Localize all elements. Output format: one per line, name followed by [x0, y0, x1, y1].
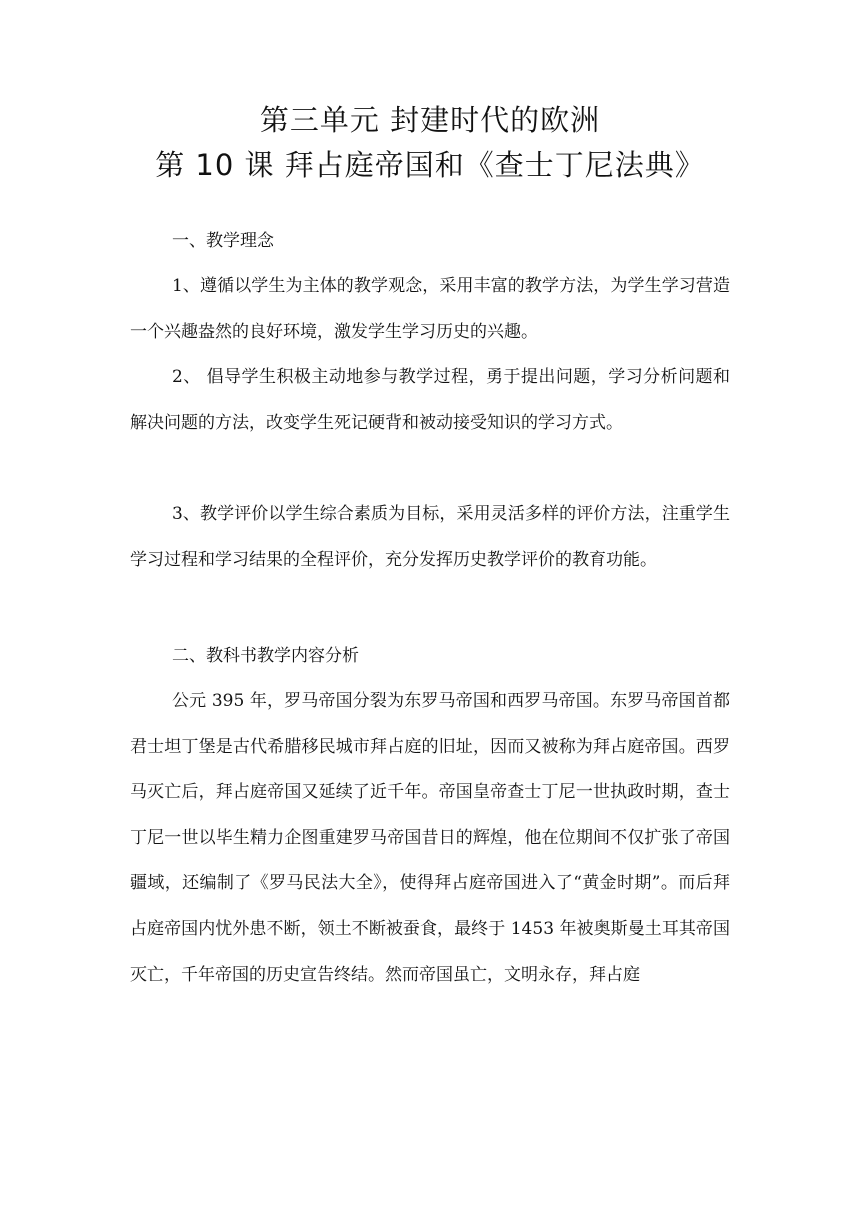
section-heading-teaching-philosophy: 一、教学理念	[172, 231, 274, 251]
lesson-title: 第 10 课 拜占庭帝国和《查士丁尼法典》	[155, 148, 705, 182]
unit-title: 第三单元 封建时代的欧洲	[259, 103, 601, 137]
paragraph-philosophy-1: 1、遵循以学生为主体的教学观念，采用丰富的教学方法，为学生学习营造一个兴趣盎然的良好环境，激发学生学习历史的兴趣。	[130, 276, 730, 342]
paragraph-philosophy-3: 3、教学评价以学生综合素质为目标，采用灵活多样的评价方法，注重学生学习过程和学习结果的全程评价，充分发挥历史教学评价的教育功能。	[130, 504, 730, 570]
paragraph-content-analysis: 公元 395 年，罗马帝国分裂为东罗马帝国和西罗马帝国。东罗马帝国首都君士坦丁堡是古代希腊移民城市拜占庭的旧址，因而又被称为拜占庭帝国。西罗马灭亡后，拜占庭帝国又延续了近千年。帝国皇帝查士丁尼一世执政时期，查士丁尼一世以毕生精力企图重建罗马帝国昔日的辉煌，他在位期间不仅扩张了帝国疆域，还编制了《罗马民法大全》，使得拜占庭帝国进入了“黄金时期”。而后拜占庭帝国内忧外患不断，领土不断被蚕食，最终于 1453 年被奥斯曼土耳其帝国灭亡，千年帝国的历史宣告终结。然而帝国虽亡，文明永存，拜占庭	[130, 691, 730, 985]
section-heading-content-analysis: 二、教科书教学内容分析	[172, 646, 359, 666]
paragraph-philosophy-2: 2、 倡导学生积极主动地参与教学过程，勇于提出问题，学习分析问题和解决问题的方法，改变学生死记硬背和被动接受知识的学习方式。	[130, 367, 730, 433]
